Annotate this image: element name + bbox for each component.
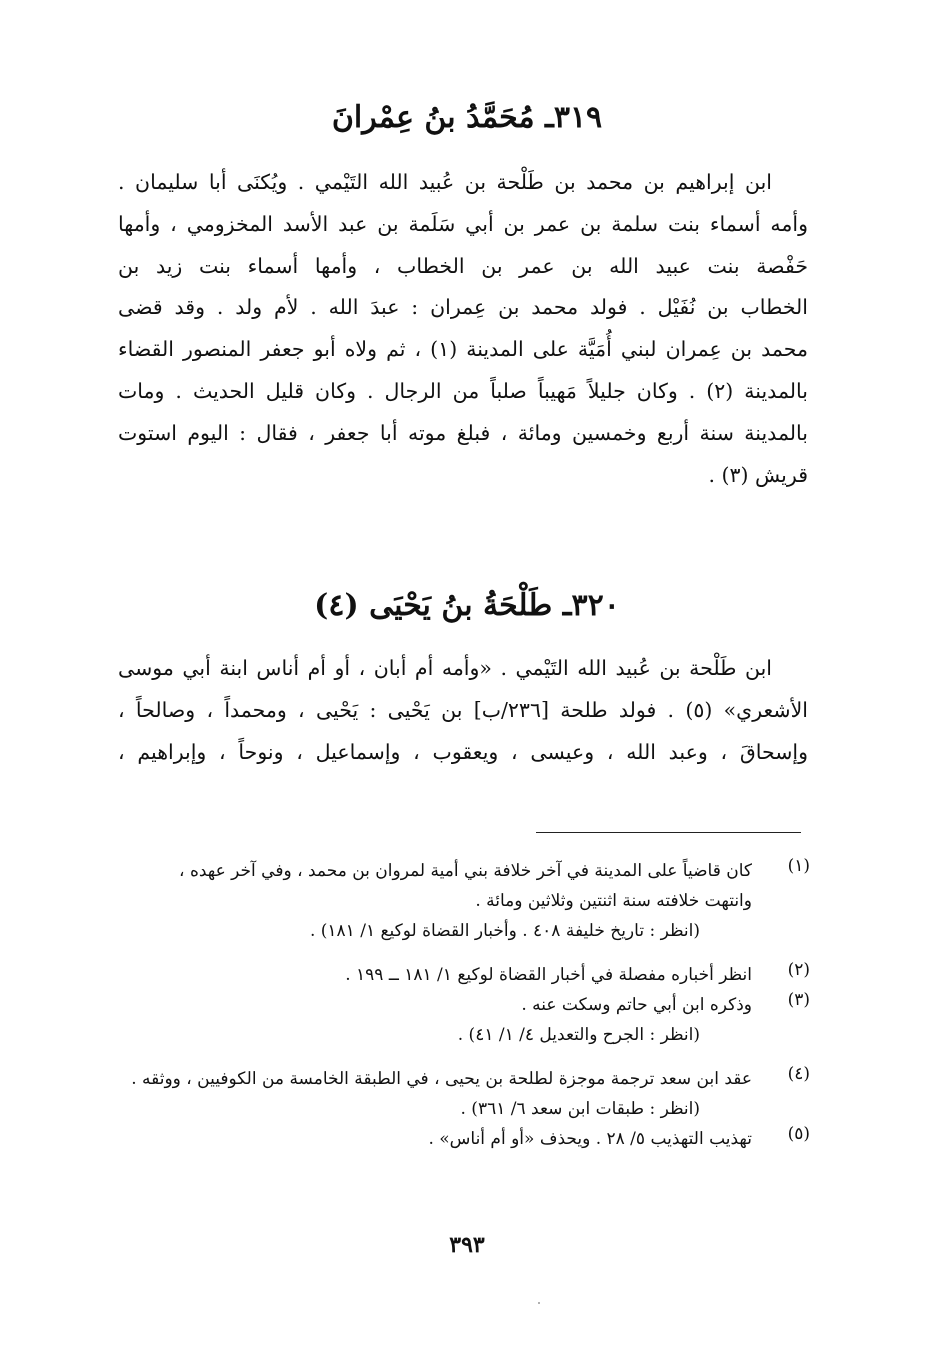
footnote-text: وذكره ابن أبي حاتم وسكت عنه .	[521, 995, 752, 1015]
body-line: الخطاب بن نُفَيْل . فولد محمد بن عِمران : عبدَ الله . لأم ولد . وقد قضى	[118, 295, 808, 320]
footnote-reference: (انظر : الجرح والتعديل ٤/ ١/ ٤١) .	[457, 1025, 700, 1045]
footnote-3	[110, 990, 810, 1050]
body-line: وإسحاقَ ، وعبد الله ، وعيسى ، ويعقوب ، وإسماعيل ، ونوحاً ، وإبراهيم ،	[118, 739, 808, 764]
body-line: وأمه أسماء بنت سلمة بن عمر بن أبي سَلَمة بن عبد الأسد المخزومي ، وأمها	[118, 211, 808, 236]
footnote-4	[110, 1064, 810, 1124]
footnote-separator	[536, 832, 801, 833]
body-line: بالمدينة سنة أربع وخمسين ومائة ، فبلغ موته أبا جعفر ، فقال : اليوم استوت	[118, 420, 808, 445]
footnote-5	[110, 1124, 810, 1154]
footnote-number: (٤)	[787, 1064, 810, 1084]
footnote-text: عقد ابن سعد ترجمة موجزة لطلحة بن يحيى ، في الطبقة الخامسة من الكوفيين ، ووثقه .	[131, 1069, 752, 1089]
footnote-reference: (انظر : طبقات ابن سعد ٦/ ٣٦١) .	[460, 1099, 700, 1119]
entry-320-body	[118, 648, 808, 773]
footnote-number: (٢)	[787, 960, 810, 980]
body-line: حَفْصة بنت عبيد الله بن عمر بن الخطاب ، وأمها أسماء بنت زيد بن	[118, 253, 808, 278]
footnotes	[110, 856, 810, 1154]
body-line: محمد بن عِمران لبني أُمَيَّة على المدينة (١) ، ثم ولاه أبو جعفر المنصور القضاء	[118, 337, 808, 362]
footnote-number: (٣)	[787, 990, 810, 1010]
footnote-text: تهذيب التهذيب ٥/ ٢٨ . ويحذف «أو أم أناس» .	[428, 1129, 752, 1149]
footnote-number: (١)	[787, 856, 810, 876]
page-number: ٣٩٣	[449, 1232, 485, 1258]
entry-319-body	[118, 162, 808, 496]
body-line: ابن طَلْحة بن عُبيد الله التَيْمي . «وأمه أم أبان ، أو أم أناس ابنة أبي موسى	[118, 656, 772, 680]
footnote-text: كان قاضياً على المدينة في آخر خلافة بني أمية لمروان بن محمد ، وفي آخر عهده ،	[179, 861, 752, 881]
footnote-2	[110, 960, 810, 990]
footnote-text: وانتهت خلافته سنة اثنتين وثلاثين ومائة .	[475, 891, 752, 911]
entry-319-heading: ٣١٩ـ مُحَمَّدُ بنُ عِمْرانَ	[331, 100, 603, 135]
body-line: بالمدينة (٢) . وكان جليلاً مَهيباً صلباً من الرجال . وكان قليل الحديث . ومات	[118, 378, 808, 403]
footnote-text: انظر أخباره مفصلة في أخبار القضاة لوكيع ١/ ١٨١ ــ ١٩٩ .	[345, 965, 752, 985]
body-line: ابن إبراهيم بن محمد بن طَلْحة بن عُبيد الله التَيْمي . ويُكنَى أبا سليمان .	[118, 170, 772, 194]
footnote-number: (٥)	[787, 1124, 810, 1144]
body-line: قريش (٣) .	[708, 462, 808, 487]
footnote-reference: (انظر : تاريخ خليفة ٤٠٨ . وأخبار القضاة لوكيع ١/ ١٨١) .	[309, 921, 700, 941]
body-line: الأشعري» (٥) . فولد طلحة [٢٣٦/ب] بن يَحْيى : يَحْيى ، ومحمداً ، وصالحاً ،	[118, 697, 808, 722]
footnote-1	[110, 856, 810, 946]
scan-speck	[538, 1302, 540, 1304]
entry-320-heading: ٣٢٠ـ طَلْحَةُ بنُ يَحْيَى (٤)	[314, 588, 620, 623]
